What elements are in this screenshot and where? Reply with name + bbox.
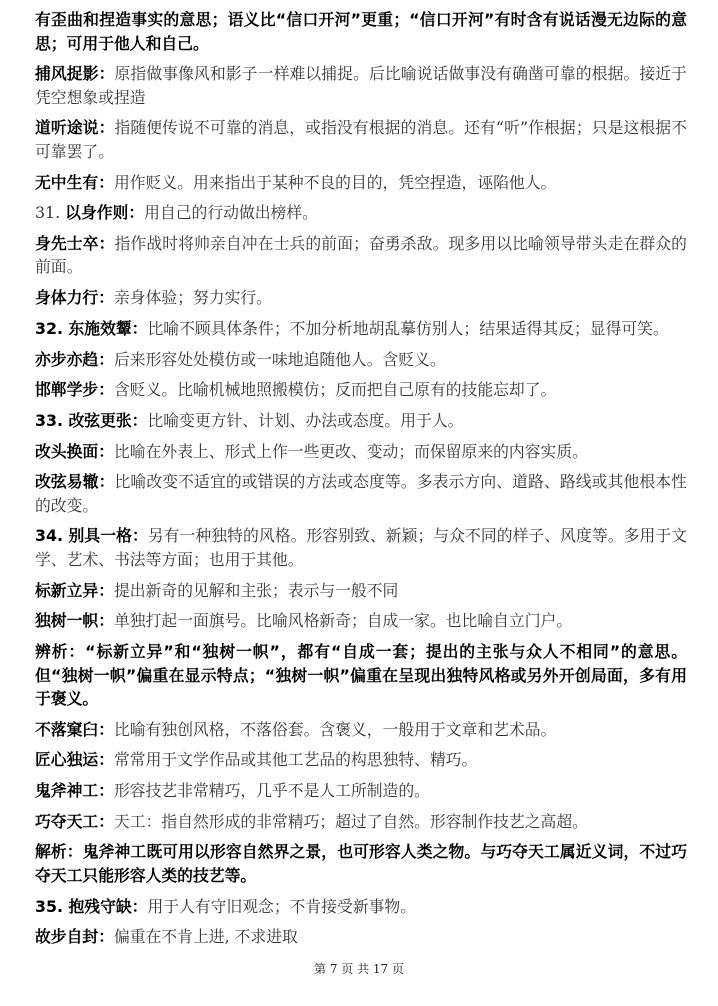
entry-term: 身先士卒： — [35, 233, 115, 253]
entry-term: 亦步亦趋： — [35, 349, 114, 369]
entry-term: 不落窠臼： — [35, 719, 114, 739]
entry-bao-can-shou-que — [35, 895, 687, 919]
entry-number: 31. — [35, 203, 66, 223]
entry-term: 捕风捉影： — [35, 64, 115, 84]
entry-definition: 亲身体验；努力实行。 — [114, 288, 272, 308]
entry-gai-xian-geng-zhang — [35, 409, 687, 433]
entry-term: 道听途说： — [35, 118, 115, 138]
entry-jiang-xin-du-yun — [35, 748, 687, 772]
entry-definition: 比喻变更方针、计划、办法或态度。用于人。 — [147, 410, 464, 430]
entry-definition: 后来形容处处模仿或一味地追随他人。含贬义。 — [114, 349, 446, 369]
entry-term: 鬼斧神工： — [35, 781, 114, 801]
entry-definition: 单独打起一面旗号。比喻风格新奇；自成一家。也比喻自立门户。 — [114, 611, 573, 631]
entry-wu-zhong-sheng-you — [35, 171, 687, 195]
entry-definition: 用于人有守旧观念；不肯接受新事物。 — [147, 896, 417, 916]
entry-term: 以身作则： — [65, 203, 145, 223]
entry-term: 独树一帜： — [35, 611, 114, 631]
entry-definition: 另有一种独特的风格。形容别致、新颖；与众不同的样子、风度等。多用于文学、艺术、书法等方面；也用于其他。 — [35, 526, 687, 569]
entry-definition: 比喻有独创风格，不落俗套。含褒义，一般用于文章和艺术品。 — [114, 719, 557, 739]
entry-term: 匠心独运： — [35, 750, 114, 770]
document-page — [35, 8, 687, 956]
entry-gai-xian-yi-zhe — [35, 470, 687, 517]
entry-term: 标新立异： — [35, 580, 114, 600]
entry-term: 33. 改弦更张： — [35, 410, 148, 430]
entry-definition: 用自己的行动做出榜样。 — [144, 203, 318, 223]
entry-definition: 比喻在外表上、形式上作一些更改、变动；而保留原来的内容实质。 — [114, 441, 588, 461]
paragraph-continuation: 有歪曲和捏造事实的意思；语义比“信口开河”更重；“信口开河”有时含有说话漫无边际的意思；可用于他人和自己。 — [35, 10, 687, 53]
entry-bu-luo-ke-jiu — [35, 718, 687, 742]
entry-term: 35. 抱残守缺： — [35, 896, 148, 916]
page-number-footer: 第 7 页 共 17 页 — [314, 962, 404, 976]
entry-definition: 提出新奇的见解和主张；表示与一般不同 — [114, 580, 399, 600]
entry-definition: 形容技艺非常精巧，几乎不是人工所制造的。 — [114, 781, 430, 801]
entry-term: 无中生有： — [35, 172, 114, 192]
entry-yi-shen-zuo-ze — [35, 201, 687, 225]
entry-term: 改头换面： — [35, 441, 114, 461]
entry-bu-feng-zhuo-ying — [35, 62, 687, 109]
entry-term: 34. 别具一格： — [35, 526, 148, 546]
entry-qiao-duo-tian-gong — [35, 810, 687, 834]
entry-definition: 含贬义。比喻机械地照搬模仿；反而把自己原有的技能忘却了。 — [114, 380, 557, 400]
entry-definition: 天工：指自然形成的非常精巧；超过了自然。形容制作技艺之高超。 — [114, 811, 588, 831]
entry-term: 身体力行： — [35, 288, 114, 308]
entry-definition: 原指做事像风和影子一样难以捕捉。后比喻说话做事没有确凿可靠的根据。接近于凭空想象或捏造 — [35, 64, 687, 107]
entry-dao-ting-tu-shuo — [35, 116, 687, 163]
entry-bie-ju-yi-ge — [35, 524, 687, 571]
entry-definition: 用作贬义。用来指出于某种不良的目的，凭空捏造，诬陷他人。 — [114, 172, 557, 192]
entry-biao-xin-li-yi — [35, 579, 687, 603]
entry-du-shu-yi-zhi — [35, 609, 687, 633]
entry-definition: 常常用于文学作品或其他工艺品的构思独特、精巧。 — [114, 750, 478, 770]
entry-dong-shi-xiao-pin — [35, 317, 687, 341]
entry-definition: 偏重在不肯上进, 不求进取 — [114, 927, 298, 947]
entry-term: 邯郸学步： — [35, 380, 114, 400]
entry-definition: 比喻不顾具体条件；不加分析地胡乱摹仿别人；结果适得其反；显得可笑。 — [147, 318, 669, 338]
entry-gui-fu-shen-gong — [35, 779, 687, 803]
entry-definition: 指作战时将帅亲自冲在士兵的前面；奋勇杀敌。现多用以比喻领导带头走在群众的前面。 — [35, 233, 687, 277]
entry-shen-xian-shi-zu — [35, 232, 687, 279]
entry-gu-bu-zi-feng — [35, 925, 687, 949]
entry-term: 巧夺天工： — [35, 811, 114, 831]
entry-term: 32. 东施效颦： — [35, 318, 148, 338]
entry-definition: 比喻改变不适宜的或错误的方法或态度等。多表示方向、道路、路线或其他根本性的改变。 — [35, 472, 687, 515]
entry-yi-bu-yi-qu — [35, 348, 687, 372]
entry-definition: 指随便传说不可靠的消息，或指没有根据的消息。还有“听”作根据；只是这根据不可靠罢了。 — [35, 118, 687, 161]
entry-shen-ti-li-xing — [35, 286, 687, 310]
entry-term: 改弦易辙： — [35, 472, 115, 492]
entry-gai-tou-huan-mian — [35, 440, 687, 464]
analysis-paragraph: 辨析：“标新立异”和“独树一帜”，都有“自成一套；提出的主张与众人不相同”的意思。但“独树一帜”偏重在显示特点；“独树一帜”偏重在呈现出独特风格或另外开创局面，多有用于褒义。 — [35, 642, 687, 708]
analysis-paragraph: 解析：鬼斧神工既可用以形容自然界之景，也可形容人类之物。与巧夺天工属近义词，不过巧夺天工只能形容人类的技艺等。 — [35, 842, 687, 885]
entry-han-dan-xue-bu — [35, 378, 687, 402]
entry-term: 故步自封： — [35, 927, 114, 947]
